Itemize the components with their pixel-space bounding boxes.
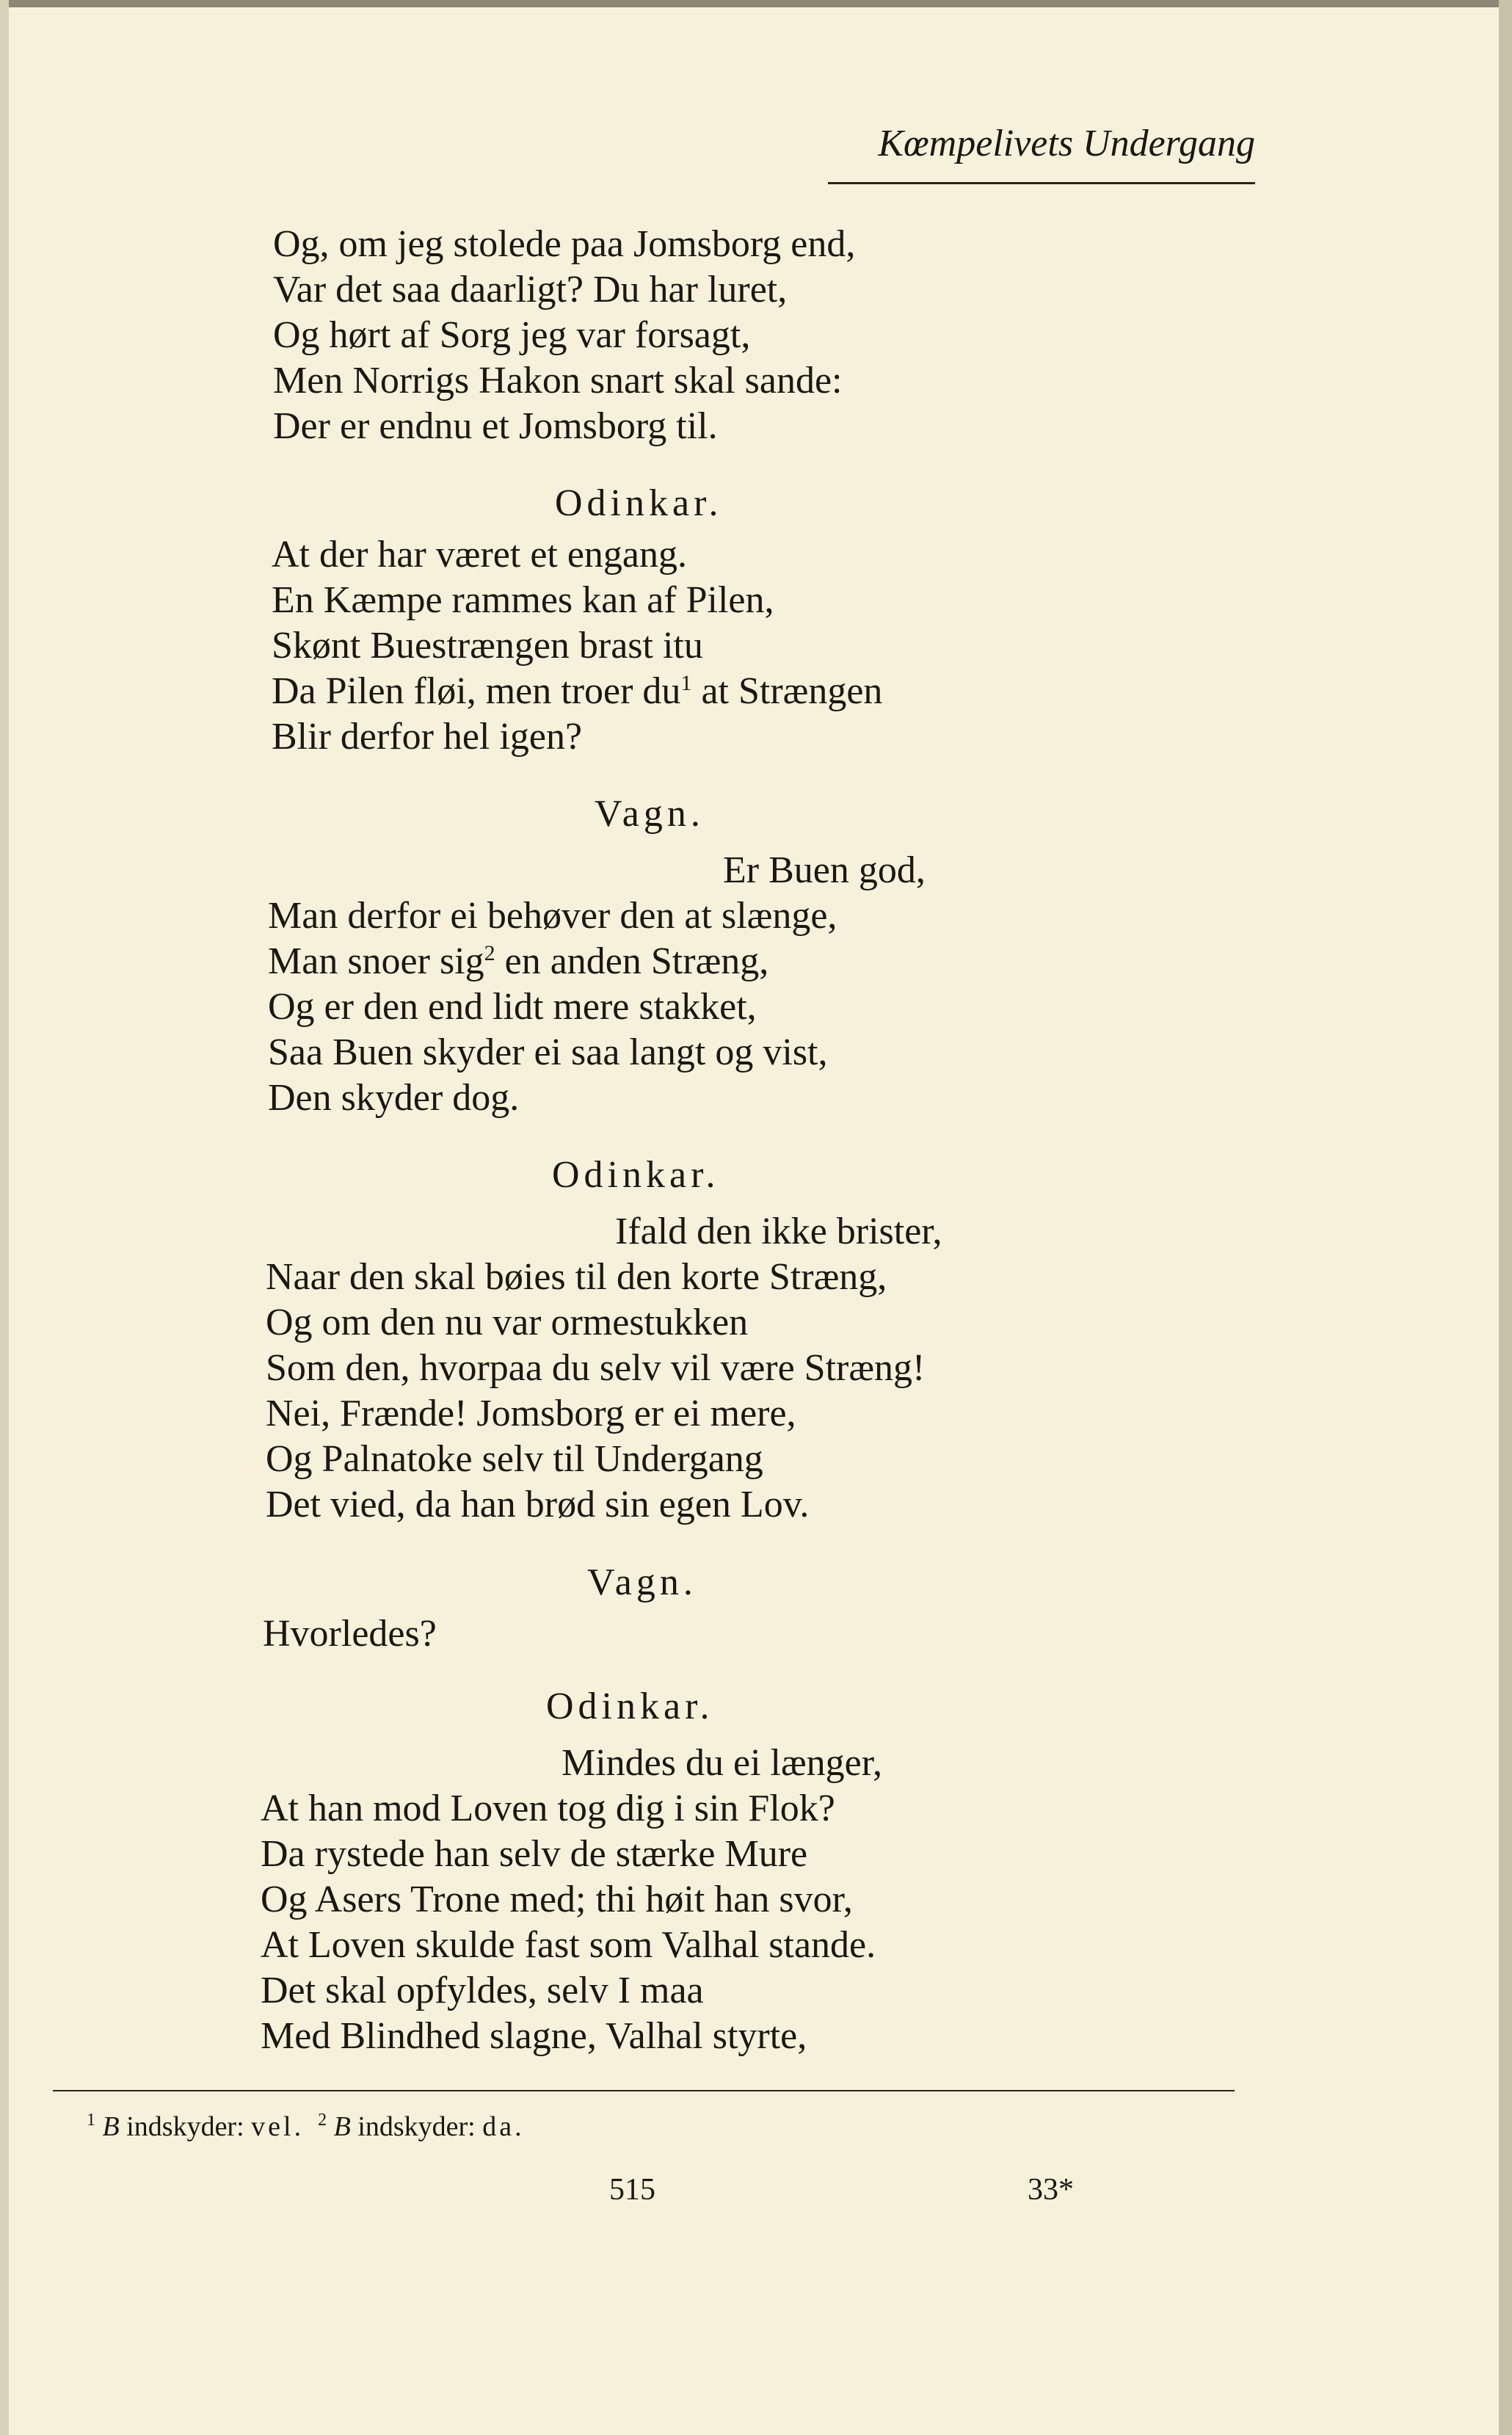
verse-line: Det skal opfyldes, selv I maa (261, 1970, 704, 2011)
verse-line: Mindes du ei længer, (561, 1742, 882, 1784)
verse-line: Saa Buen skyder ei saa langt og vist, (268, 1031, 828, 1073)
speaker-name: Vagn. (595, 793, 705, 835)
page-number: 515 (609, 2173, 655, 2207)
verse-line: Som den, hvorpaa du selv vil være Stræng! (266, 1347, 926, 1389)
verse-line: Og er den end lidt mere stakket, (268, 986, 757, 1028)
speaker-name: Odinkar. (546, 1685, 714, 1727)
footnote-siglum: B (102, 2111, 120, 2142)
verse-line: Naar den skal bøies til den korte Stræng, (266, 1256, 887, 1298)
verse-line (268, 939, 768, 984)
verse-line: Og om den nu var ormestukken (266, 1302, 749, 1343)
page-right-edge (1499, 0, 1512, 2435)
verse-line: En Kæmpe rammes kan af Pilen, (272, 579, 774, 621)
verse-line: Og Palnatoke selv til Undergang (266, 1438, 763, 1480)
verse-line-text: en anden Stræng, (504, 940, 769, 982)
verse-line: Den skyder dog. (268, 1077, 520, 1119)
verse-line: Man derfor ei behøver den at slænge, (268, 895, 837, 937)
footnote-word: vel. (251, 2111, 305, 2142)
verse-line-text: Da Pilen fløi, men troer du (272, 670, 681, 712)
page-top-edge (0, 0, 1512, 7)
verse-line: At Loven skulde fast som Valhal stande. (261, 1924, 876, 1966)
verse-line: Og, om jeg stolede paa Jomsborg end, (273, 223, 856, 265)
verse-line: Men Norrigs Hakon snart skal sande: (273, 360, 843, 402)
verse-line: Og hørt af Sorg jeg var forsagt, (273, 314, 751, 356)
footnotes (87, 2108, 525, 2145)
verse-line: At der har været et engang. (272, 534, 688, 576)
footnote-number: 1 (87, 2111, 95, 2130)
footnote-rule (53, 2090, 1235, 2091)
footnote-ref-1: 1 (680, 671, 692, 695)
signature-mark: 33* (1028, 2173, 1074, 2207)
speaker-name: Vagn. (587, 1561, 697, 1603)
verse-line: Nei, Frænde! Jomsborg er ei mere, (266, 1393, 796, 1434)
footnote-text: indskyder: (126, 2111, 244, 2142)
verse-line: Skønt Buestrængen brast itu (272, 625, 703, 667)
speaker-name: Odinkar. (552, 1154, 720, 1196)
verse-line: Da rystede han selv de stærke Mure (261, 1833, 808, 1875)
verse-line: Det vied, da han brød sin egen Lov. (266, 1484, 810, 1525)
verse-line: At han mod Loven tog dig i sin Flok? (261, 1788, 835, 1829)
verse-line: Er Buen god, (723, 849, 926, 891)
page-left-edge (0, 0, 9, 2435)
footnote-text: indskyder: (357, 2111, 476, 2142)
footnote-siglum: B (333, 2111, 351, 2142)
verse-line-text: Man snoer sig (268, 940, 484, 982)
verse-line: Hvorledes? (263, 1613, 437, 1655)
verse-line: Var det saa daarligt? Du har luret, (273, 269, 788, 311)
verse-line (272, 669, 882, 714)
running-head: Kœmpelivets Undergang (878, 123, 1255, 164)
speaker-name: Odinkar. (555, 482, 723, 524)
verse-line: Og Asers Trone med; thi høit han svor, (261, 1879, 853, 1920)
footnote-word: da. (482, 2111, 525, 2142)
verse-line-text: at Strængen (701, 670, 883, 712)
verse-line: Blir derfor hel igen? (272, 716, 583, 758)
footnote-number: 2 (318, 2111, 327, 2130)
verse-line: Der er endnu et Jomsborg til. (273, 405, 718, 447)
verse-line: Ifald den ikke brister, (615, 1211, 942, 1252)
verse-line: Med Blindhed slagne, Valhal styrte, (261, 2015, 807, 2057)
footnote-ref-2: 2 (484, 941, 495, 965)
running-head-rule (828, 182, 1255, 184)
